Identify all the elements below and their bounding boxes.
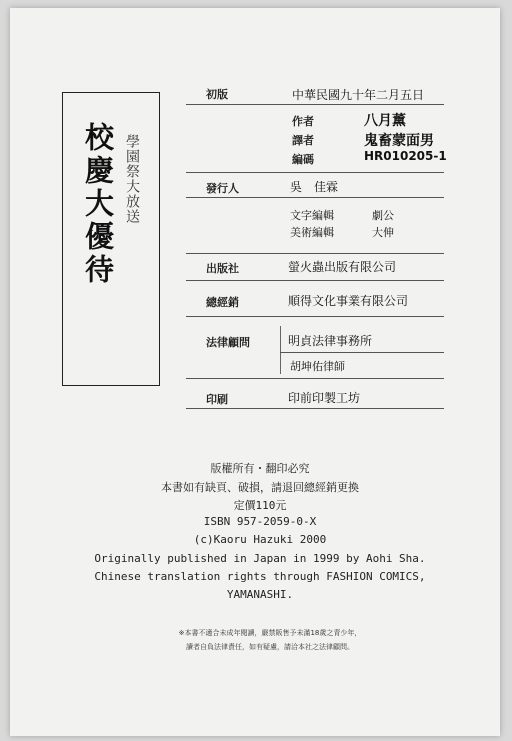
distributor-label: 總經銷 — [206, 296, 239, 309]
text-editor-label: 文字編輯 — [290, 209, 334, 222]
age-notice-line-2: 讀者自負法律責任，如有疑慮，請洽本社之法律顧問。 — [186, 643, 354, 651]
divider — [186, 316, 444, 317]
art-editor-value: 大伸 — [372, 226, 394, 239]
author-label: 作者 — [292, 115, 314, 128]
legal-counsel-label: 法律顧問 — [206, 336, 250, 349]
translation-rights-line-2: YAMANASHI. — [226, 588, 294, 601]
code-value: HR010205-1 — [364, 149, 447, 163]
divider — [186, 378, 444, 379]
publisher-value: 螢火蟲出版有限公司 — [288, 260, 397, 274]
printer-label: 印刷 — [206, 393, 228, 406]
legal-lawyer-value: 胡坤佑律師 — [290, 360, 345, 373]
issuer-label: 發行人 — [206, 182, 239, 195]
author-value: 八月薰 — [364, 113, 406, 129]
divider — [186, 408, 444, 409]
code-label: 編碼 — [292, 153, 314, 166]
text-editor-value: 劇公 — [372, 209, 394, 222]
divider — [186, 253, 444, 254]
isbn-line: ISBN 957-2059-0-X — [203, 515, 317, 528]
divider — [280, 326, 281, 374]
first-edition-label: 初版 — [206, 88, 228, 101]
divider — [186, 197, 444, 198]
first-edition-value: 中華民國九十年二月五日 — [292, 88, 425, 102]
age-notice-line-1: ※本書不適合未成年閱讀，嚴禁販售予未滿18歲之青少年， — [178, 629, 362, 637]
replacement-line: 本書如有缺頁、破損，請退回總經銷更換 — [161, 481, 359, 494]
divider — [186, 104, 444, 105]
translator-value: 鬼畜蒙面男 — [364, 133, 434, 149]
publisher-label: 出版社 — [206, 262, 239, 275]
printer-value: 印前印製工坊 — [288, 391, 361, 405]
legal-firm-value: 明貞法律事務所 — [288, 334, 373, 348]
art-editor-label: 美術編輯 — [290, 226, 334, 239]
book-title: 校慶大優待 — [81, 122, 115, 287]
price-line: 定價110元 — [233, 499, 287, 512]
divider — [186, 172, 444, 173]
distributor-value: 順得文化事業有限公司 — [288, 294, 409, 308]
original-publication-line: Originally published in Japan in 1999 by Aohi Sha. — [94, 552, 426, 565]
copyright-line: 版權所有・翻印必究 — [210, 462, 310, 475]
divider — [280, 352, 444, 353]
author-copyright-line: (c)Kaoru Hazuki 2000 — [193, 533, 327, 546]
divider — [186, 280, 444, 281]
book-subtitle: 學園祭大放送 — [124, 134, 140, 224]
issuer-value: 吳 佳霖 — [290, 180, 339, 194]
translator-label: 譯者 — [292, 134, 314, 147]
translation-rights-line: Chinese translation rights through FASHION COMICS, — [94, 570, 426, 583]
